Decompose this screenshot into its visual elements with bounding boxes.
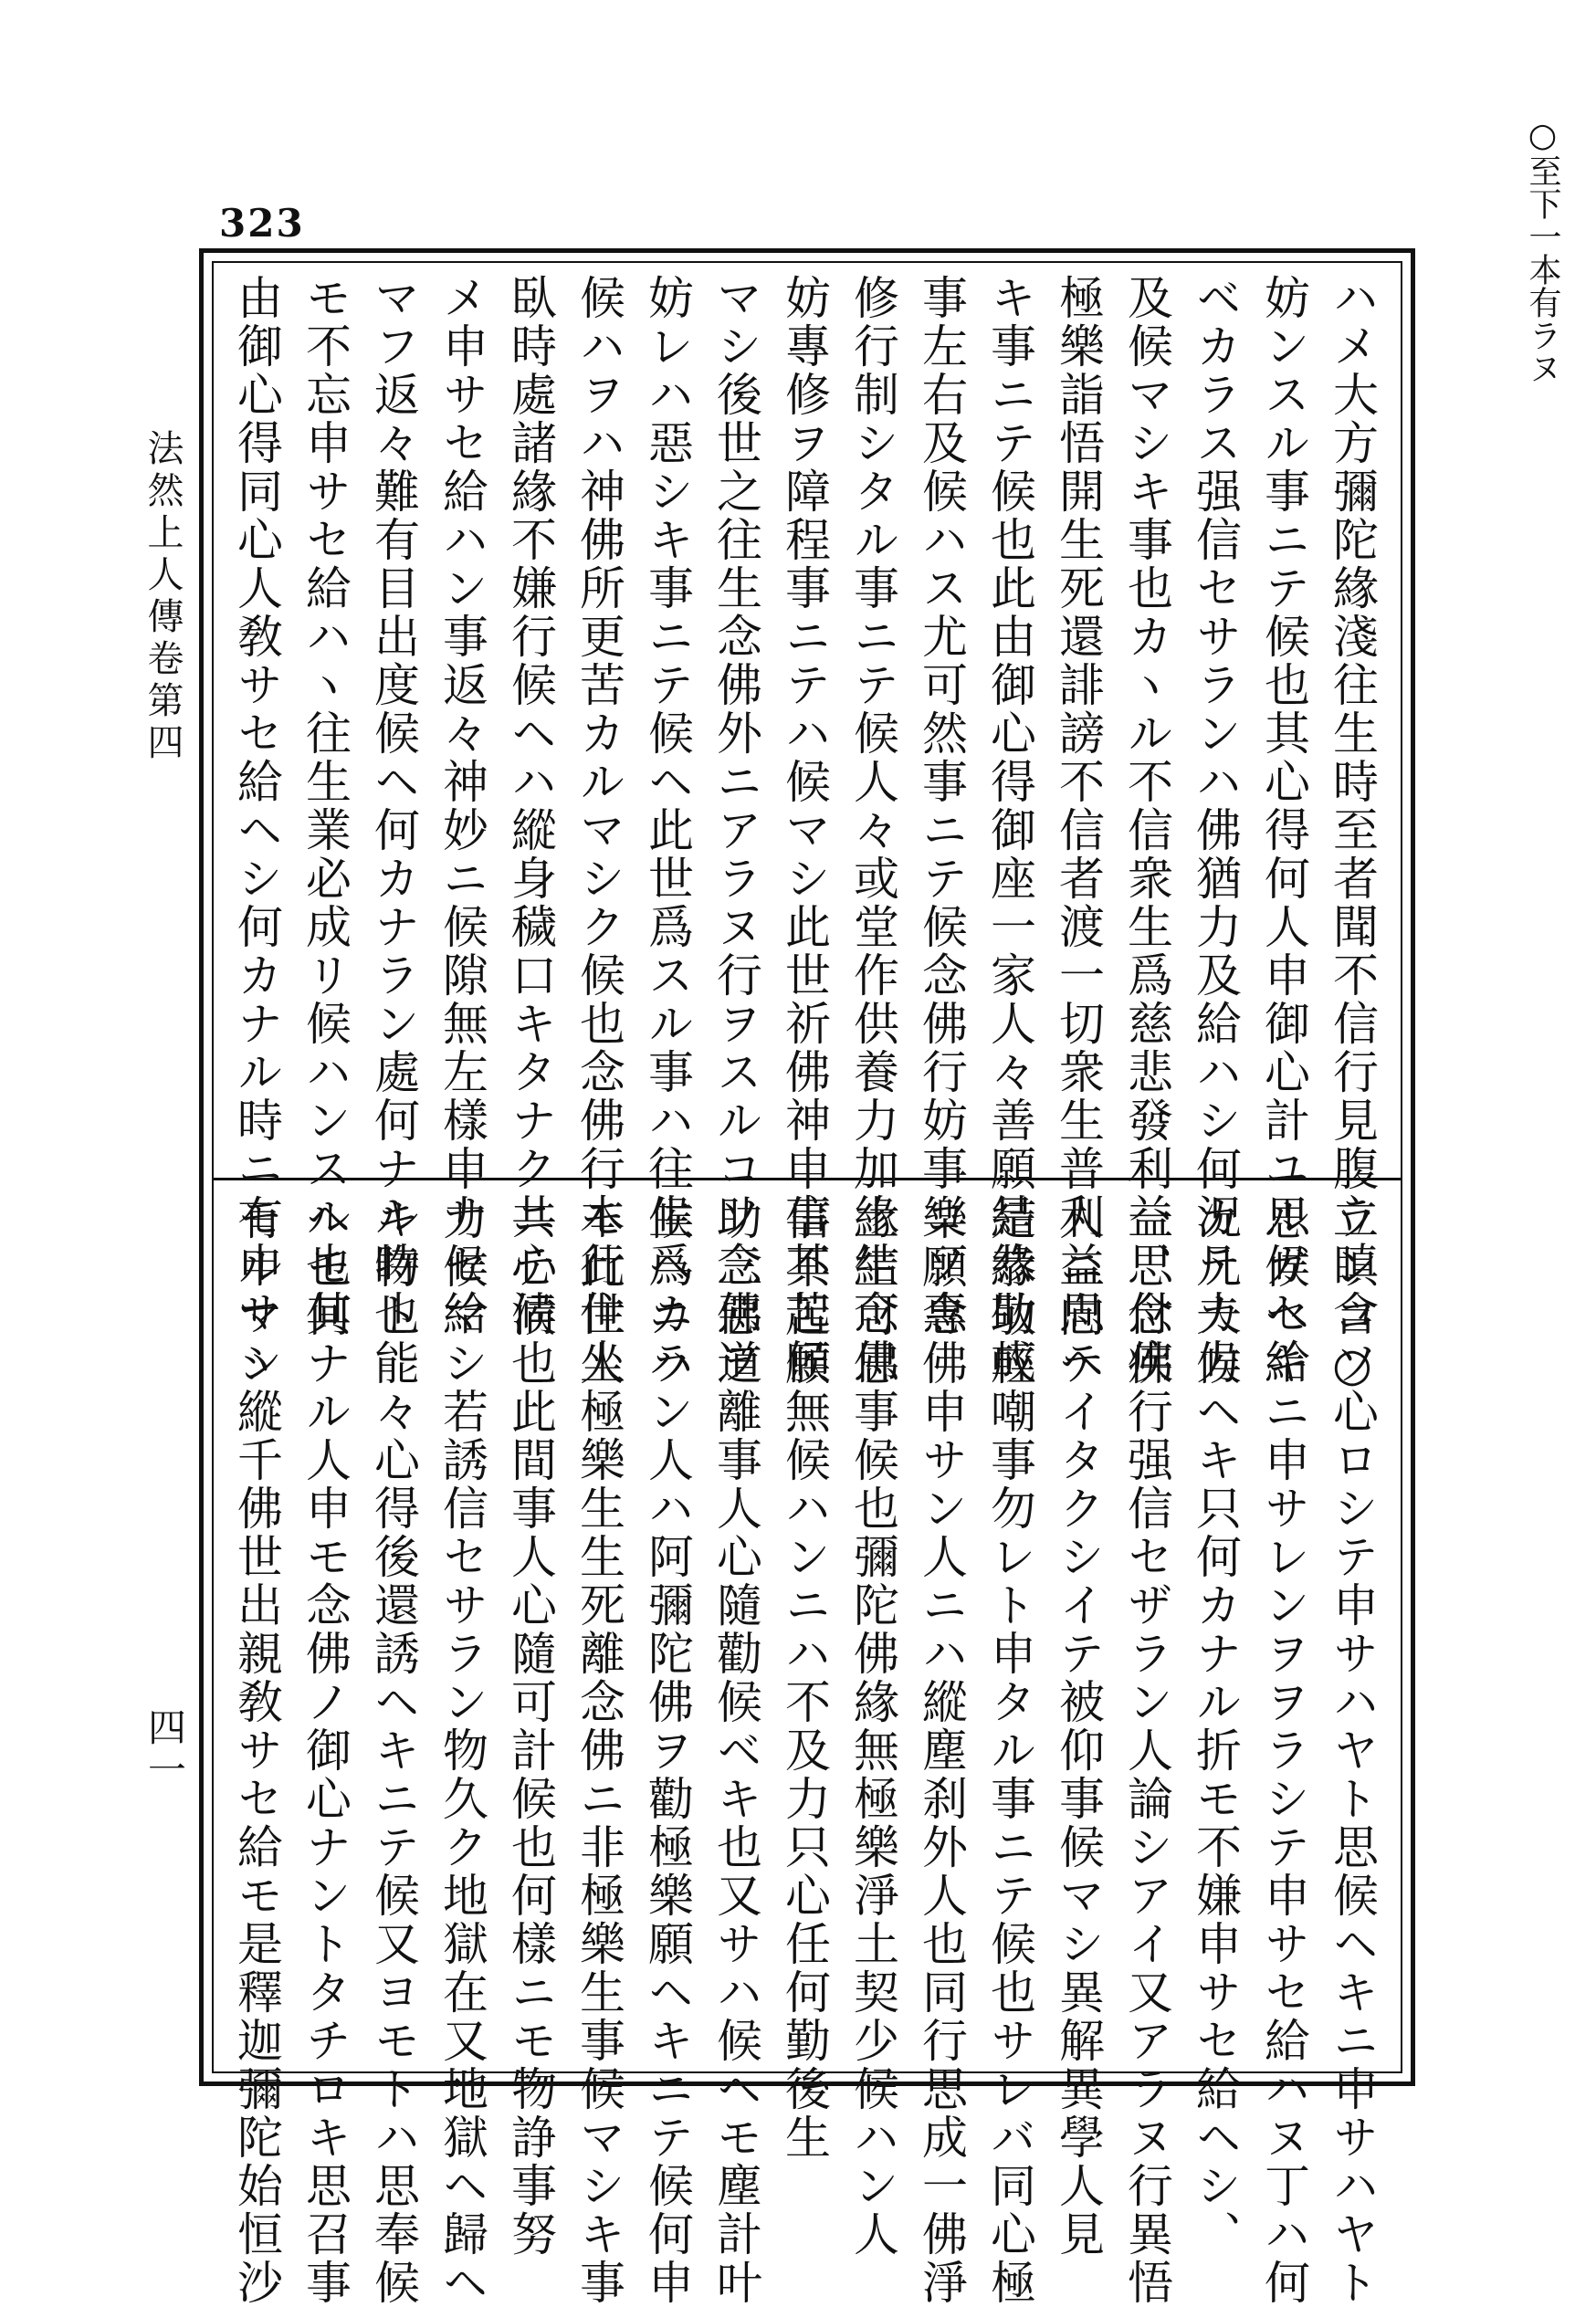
text-column: モ此世人極樂生生死離念佛ニ非極樂生事候マシキ事 [572,1194,625,2307]
text-column: 人ニ向テイタクシイテ被仰事候マシ異解異學人見 [1052,1194,1105,2259]
text-column: ランコソ心ロシテ申サハヤト思候ヘキニ申サハヤト [1326,1194,1379,2307]
text-column: 信不起願無候ハンニハ不及力只心任何勤後生 [778,1194,831,2162]
text-column: 妨專修ヲ障程事ニテハ候マシ此世祈佛神申事其苦候 [778,274,831,1387]
text-column: 候ハヲハ神佛所更苦カルマシク候也念佛行本行住坐 [572,274,625,1387]
text-column: 極樂詣悟開生死還誹謗不信者渡一切衆生普利益思ヘ [1052,274,1105,1387]
running-title: 法然上人傳卷第四 [142,429,184,765]
text-column: 一、念佛行强信セザラン人論シアイ又アラヌ行異悟 [1120,1194,1173,2307]
margin-note-line: ○至下一本 [1524,117,1561,286]
text-column: メ申サセ給ハン事返々神妙ニ候隙無左樣申サセ給 [436,274,488,1338]
text-column: ニテ候也此間事人心隨可計候也何樣ニモ物諍事努 [504,1194,557,2259]
text-column: キ事ニテ候也此由御心得御座一家人々善願結緣助成 [983,274,1036,1387]
text-column: ハメ大方彌陀緣淺往生時至者聞不信行見腹立瞋含○ [1326,274,1379,1394]
text-column: 妨ンスル事ニテ候也其心得何人申御心計ユルガセ給 [1257,274,1310,1387]
leaf-number: 四一 [142,1707,187,1791]
text-column: マフ返々難有目出度候ヘ何カナラン處何ナル時也 [367,274,420,1338]
text-column: 助三惡道離事人心隨勸候ベキ也又サハ候ヘモ塵計叶 [709,1194,762,2307]
text-column: モ不忘申サセ給ハヽ往生業必成リ候ハンスル也其 [299,274,352,1338]
margin-note [1524,117,1561,384]
page-number: 323 [219,201,305,246]
text-column: カテカ候ヘキ只何カナル折モ不嫌申サセ給ヘシ、 [1189,1194,1242,2259]
text-column: 由御心得同心人敎サセ給ヘシ何カナル時ニモ申サヽ [230,274,283,1387]
text-column: 力候マシ若誘信セサラン物久ク地獄在又地獄ヘ歸ヘ [436,1194,488,2307]
text-column: 有ルマシ縱千佛世出親敎サセ給モ是釋迦彌陀始恒沙 [230,1194,283,2307]
text-column: ベカラス强信セサランハ佛猶力及給ハシ何況凡夫力 [1189,274,1242,1387]
text-column: 思候ヘキニ申サレンヲヲラシテ申サセ給ハヌ丁ハ何 [1257,1194,1310,2307]
text-column: キ物ト能々心得後還誘ヘキニテ候又ヨモトハ思奉候 [367,1194,420,2307]
margin-note-line: 有ラヌ [1524,286,1561,384]
text-column: 事左右及候ハス尤可然事ニテ候念佛行妨事コソ專 [915,274,968,1338]
text-column: 候ヘカラン人ハ阿彌陀佛ヲ勸極樂願ヘキニテ候何申 [641,1194,694,2307]
text-column: 土生可思事候也彌陀佛緣無極樂淨土契少候ハン人 [846,1194,899,2259]
text-column: 樂願念佛申サン人ニハ縱塵刹外人也同行思成一佛淨 [915,1194,968,2307]
text-column: 修行制シタル事ニテ候人々或堂作供養力加緣結念佛 [846,274,899,1387]
text-column: 及候マシキ事也カヽル不信衆生爲慈悲發利益思付疾 [1120,274,1173,1387]
text-column: 妨レハ惡シキ事ニテ候ヘ此世爲スル事ハ往生爲ニハ [641,274,694,1387]
text-column: 是恭敬輕嘲事勿レト申タル事ニテ候也サレバ同心極 [983,1194,1036,2307]
text-column: マシ後世之往生念佛外ニアラヌ行ヲスルコソ念佛ヲ [709,274,762,1387]
text-column: 臥時處諸緣不嫌行候ヘハ縱身穢口キタナク共心淸 [504,274,557,1338]
text-column: ヘモ何ナル人申モ念佛ノ御心ナントタチロキ思召事 [299,1194,352,2307]
